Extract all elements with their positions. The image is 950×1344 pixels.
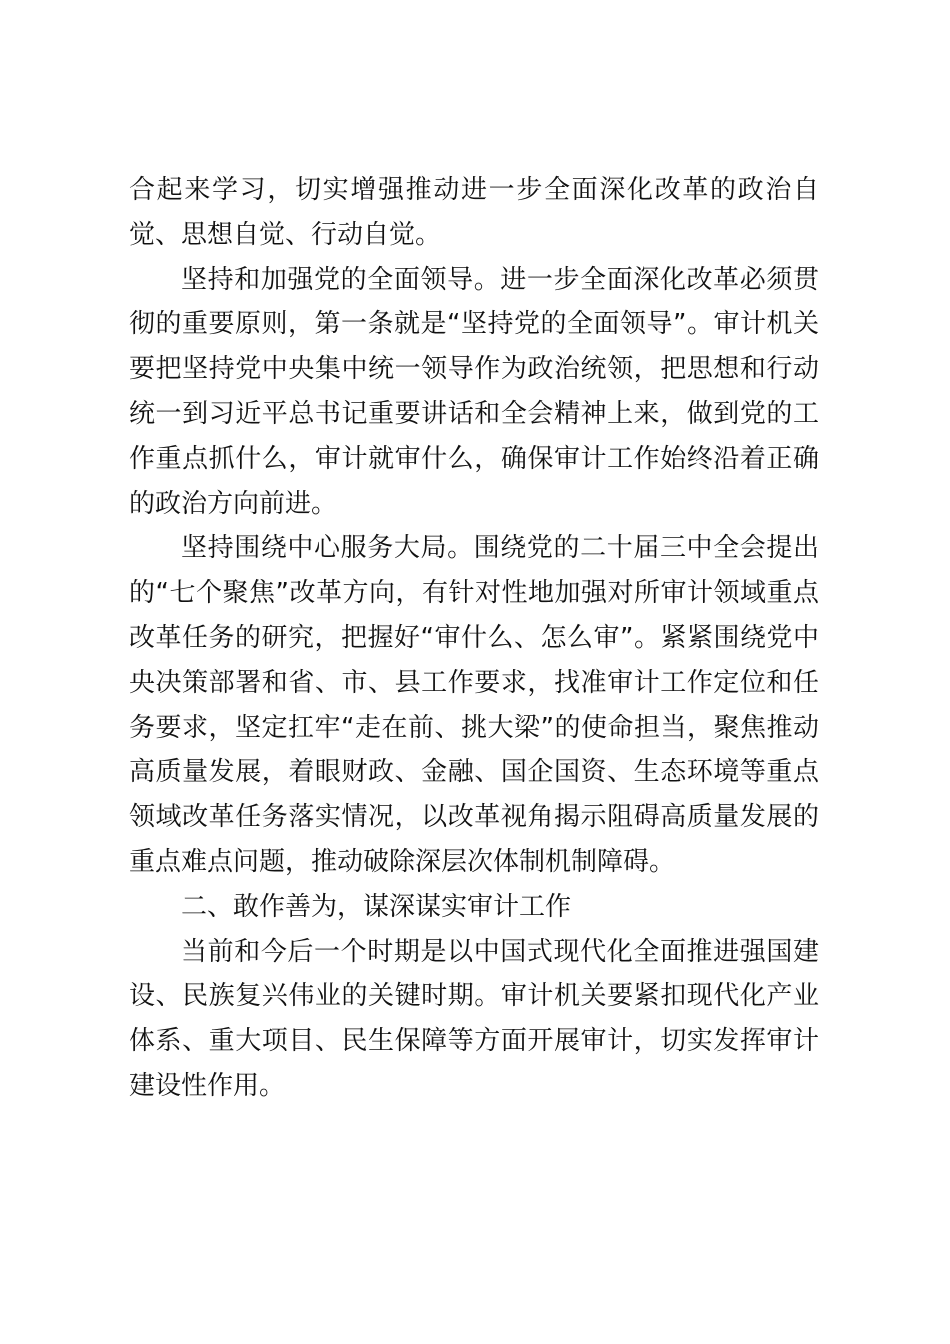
document-body: [129, 168, 819, 1109]
paragraph-party-leadership: 坚持和加强党的全面领导。进一步全面深化改革必须贯彻的重要原则，第一条就是“坚持党的全面领导”。审计机关要把坚持党中央集中统一领导作为政治统领，把思想和行动统一到习近平总书记重要讲话和全会精神上来，做到党的工作重点抓什么，审计就审什么，确保审计工作始终沿着正确的政治方向前进。: [129, 264, 819, 519]
paragraph-current-period: 当前和今后一个时期是以中国式现代化全面推进强国建设、民族复兴伟业的关键时期。审计机关要紧扣现代化产业体系、重大项目、民生保障等方面开展审计，切实发挥审计建设性作用。: [129, 936, 819, 1101]
paragraph-serve-overall-situation: 坚持围绕中心服务大局。围绕党的二十届三中全会提出的“七个聚焦”改革方向，有针对性地加强对所审计领域重点改革任务的研究，把握好“审什么、怎么审”。紧紧围绕党中央决策部署和省、市、县工作要求，找准审计工作定位和任务要求，坚定扛牢“走在前、挑大梁”的使命担当，聚焦推动高质量发展，着眼财政、金融、国企国资、生态环境等重点领域改革任务落实情况，以改革视角揭示阻碍高质量发展的重点难点问题，推动破除深层次体制机制障碍。: [129, 533, 819, 877]
section-heading: 二、敢作善为，谋深谋实审计工作: [181, 891, 572, 922]
paragraph-continuation: 合起来学习，切实增强推动进一步全面深化改革的政治自觉、思想自觉、行动自觉。: [129, 175, 819, 250]
